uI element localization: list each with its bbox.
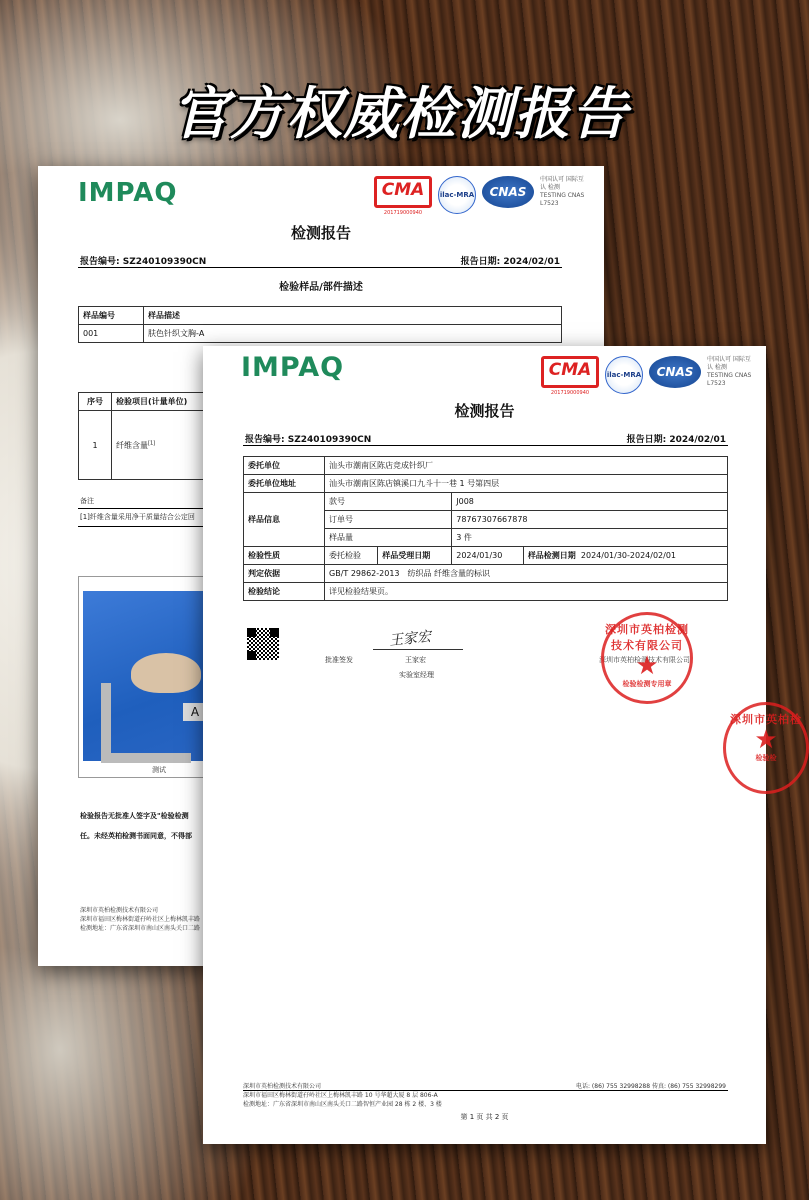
qr-code [247, 628, 279, 660]
disclaimer: 检验报告无批准人签字及"检验检测 任。未经英柏检测书面同意，不得部 [80, 812, 192, 840]
report-date: 报告日期: 2024/02/01 [460, 257, 560, 267]
report-number: 报告编号: SZ240109390CN [245, 435, 372, 445]
photo-tag: A [183, 703, 207, 721]
official-stamp-2: 深圳市英柏检 ★ 检验检 [723, 702, 809, 794]
approve-label: 批准签发 [325, 656, 353, 664]
cma-logo: CMA 201719000940 [374, 176, 432, 216]
signer-title: 实验室经理 [399, 671, 434, 679]
photo-caption: 测试 [152, 766, 166, 774]
cnas-text: 中国认可 国际互认 检测 TESTING CNAS L7523 [540, 176, 585, 207]
stamp-overlap-text: 深圳市英柏检测技术有限公司 [599, 656, 690, 664]
signer-name: 王家宏 [405, 656, 426, 664]
back-footer: 深圳市英柏检测技术有限公司 深圳市福田区梅林街道孖岭社区上梅林凯丰路 检测地址：广东省深圳市南山区南头关口二路 [80, 907, 201, 932]
divider [78, 267, 562, 268]
phone-fax: 电话: (86) 755 32998288 传真: (86) 755 32998299 [575, 1083, 726, 1090]
ruler [101, 683, 111, 763]
report-title: 检测报告 [454, 402, 515, 420]
report-title: 检测报告 [290, 224, 351, 242]
report-number: 报告编号: SZ240109390CN [80, 257, 207, 267]
cert-logos [374, 176, 586, 216]
cma-logo: CMA 201719000940 [541, 356, 599, 396]
headline: 官方权威检测报告 [172, 82, 628, 147]
section-title: 检验样品/部件描述 [279, 282, 363, 293]
ilac-logo: ilac-MRA [605, 356, 643, 394]
cnas-text: 中国认可 国际互认 检测 TESTING CNAS L7523 [707, 356, 752, 387]
cnas-logo: CNAS [649, 356, 701, 388]
note-text: [1]纤维含量采用净干质量结合公定回 [80, 513, 195, 521]
report-date: 报告日期: 2024/02/01 [626, 435, 726, 445]
impaq-logo: IMPAQ [78, 178, 178, 208]
ilac-logo: ilac-MRA [438, 176, 476, 214]
signature: 王家宏 [388, 628, 432, 650]
bra-sample [131, 653, 201, 693]
page-number: 第 1 页 共 2 页 [460, 1113, 509, 1121]
divider [243, 445, 728, 446]
cnas-logo: CNAS [482, 176, 534, 208]
result-table: 序号 检验项目(计量单位) 1 纤维含量[1] [78, 392, 298, 480]
cert-logos [541, 356, 753, 396]
impaq-logo: IMPAQ [241, 352, 345, 383]
info-table: 委托单位 汕头市潮南区陈店竞成针织厂 委托单位地址 汕头市潮南区陈店镇溪口九斗十一巷 1 号第四层 样品信息 款号 J008 订单号 78767307667878 样品量 3 件 检验性质 委托检验 样品受理日期 2024/01/30 样品检测日期 2024/01/30-2024/02/01 判定依据 GB/T 29862-2013 纺织品 纤维含量的标识 检验结论 详见检验结果页。 [243, 456, 728, 601]
official-stamp: 深圳市英柏检测技术有限公司 ★ 检验检测专用章 [601, 612, 693, 704]
note-label: 备注 [80, 497, 94, 505]
sample-table: 样品编号 样品描述 001 肤色针织文胸-A [78, 306, 562, 343]
report-page-front [203, 346, 802, 1144]
front-footer: 深圳市英柏检测技术有限公司 深圳市福田区梅林街道孖岭社区上梅林凯丰路 10 号华超大厦 8 层 806-A 检测地址：广东省深圳市南山区南头关口二路智恒产业园 28 栋 2 楼、3 楼 [243, 1083, 442, 1108]
